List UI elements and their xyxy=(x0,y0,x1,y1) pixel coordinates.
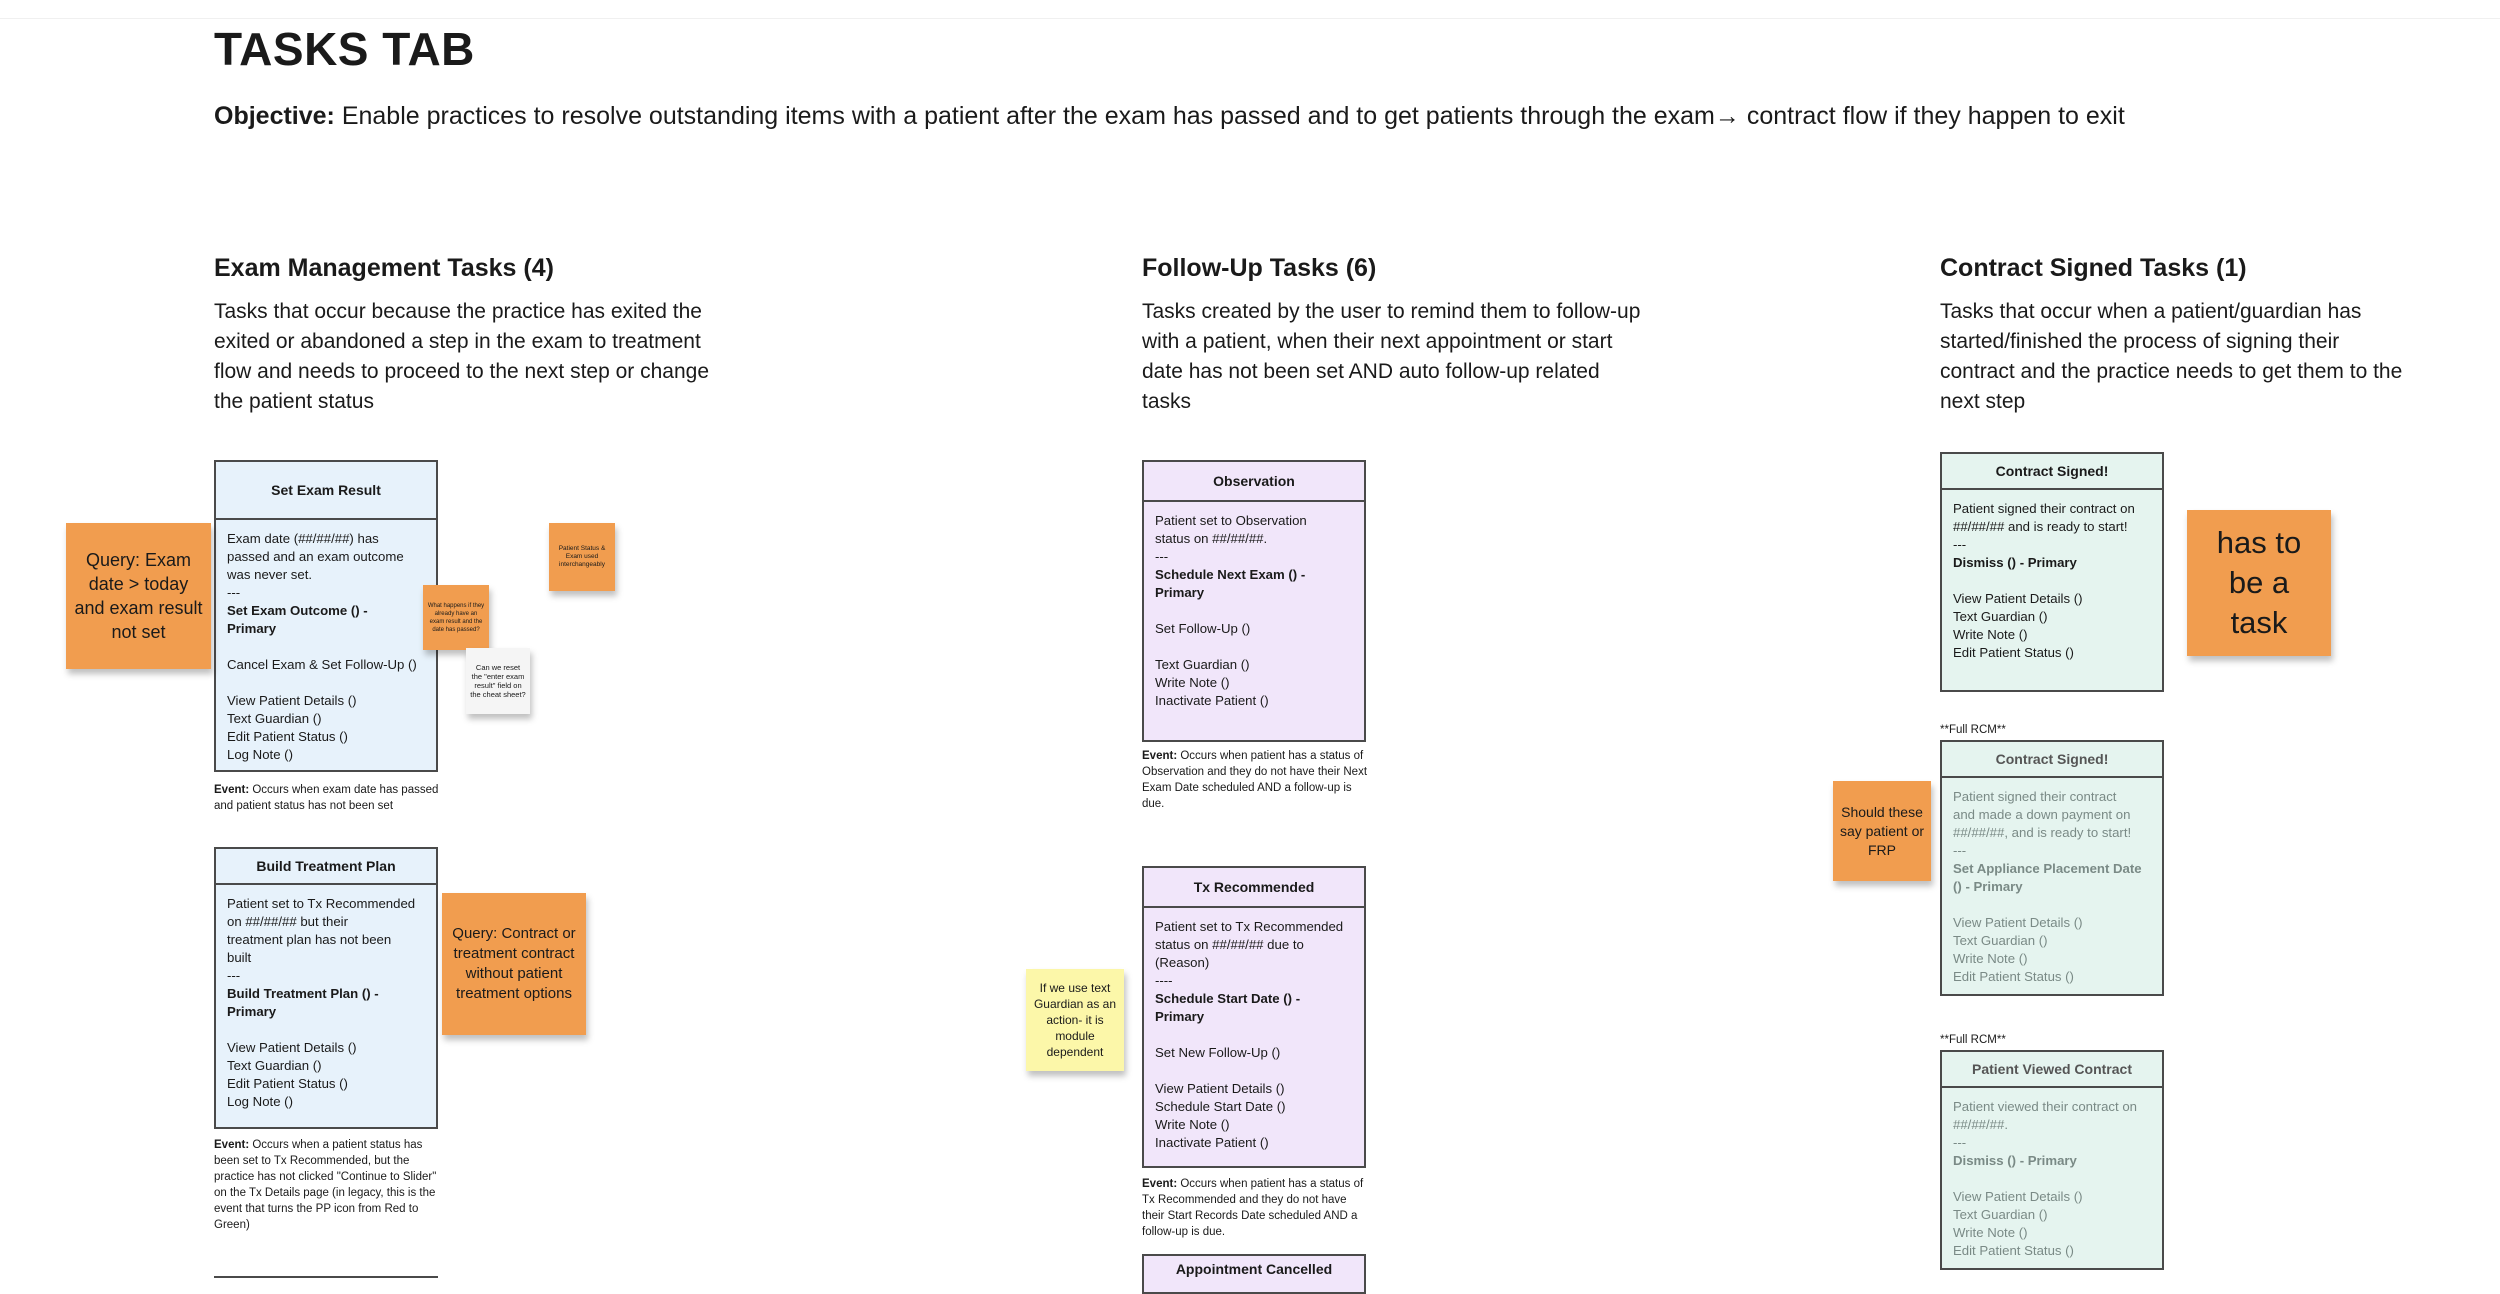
card-line: on ##/##/## but their xyxy=(227,914,348,929)
sticky-note-query-contract[interactable]: Query: Contract or treatment contract without patient treatment options xyxy=(442,893,586,1035)
card-title: Patient Viewed Contract xyxy=(1942,1052,2162,1088)
card-line: Dismiss () - Primary xyxy=(1953,1153,2077,1168)
card-body xyxy=(1144,908,1364,1162)
card-line: Inactivate Patient () xyxy=(1155,693,1269,708)
card-title: Contract Signed! xyxy=(1942,454,2162,490)
card-line xyxy=(1155,638,1353,656)
event-text: Occurs when a patient status has been set to Tx Recommended, but the practice has not clicked "Continue to Slider" on the Tx Details page (in legacy, this is the event that turns the PP icon from Red to Green) xyxy=(214,1139,437,1231)
card-line: Dismiss () - Primary xyxy=(1953,555,2077,570)
exam-column-description: Tasks that occur because the practice has exited the exited or abandoned a step in the exam to treatment flow and needs to proceed to the next step or change the patient status xyxy=(214,300,710,413)
card-line xyxy=(1953,896,2151,914)
card-observation[interactable] xyxy=(1142,460,1366,742)
card-line: Write Note () xyxy=(1155,1117,1230,1132)
card-line xyxy=(227,638,425,656)
card-patient-viewed-contract[interactable] xyxy=(1940,1050,2164,1270)
card-line xyxy=(1155,1026,1353,1044)
card-set-exam-result[interactable] xyxy=(214,460,438,772)
card-line: Patient set to Tx Recommended xyxy=(227,896,416,911)
card-line: and made a down payment on xyxy=(1953,807,2131,822)
top-divider xyxy=(0,18,2500,19)
card-line: Set New Follow-Up () xyxy=(1155,1045,1281,1060)
card-line xyxy=(1155,602,1353,620)
card-title: Set Exam Result xyxy=(216,462,436,520)
sticky-note-patient-status[interactable]: Patient Status & Exam used interchangeably xyxy=(549,523,615,591)
card-line xyxy=(1953,1170,2151,1188)
card-title: Tx Recommended xyxy=(1144,868,1364,908)
card-appointment-cancelled[interactable] xyxy=(1142,1254,1366,1294)
sticky-note-what-happens[interactable]: What happens if they already have an exam result and the date has passed? xyxy=(423,585,489,650)
card-line xyxy=(227,1021,425,1039)
card-line: (Reason) xyxy=(1155,955,1210,970)
card-body xyxy=(1942,490,2162,672)
card-tx-recommended[interactable] xyxy=(1142,866,1366,1168)
card-line: Set Appliance Placement Date xyxy=(1953,861,2142,876)
card-line: Schedule Start Date () - xyxy=(1155,991,1301,1006)
card-line: Primary xyxy=(227,1004,277,1019)
event-label: Event: xyxy=(1142,750,1178,762)
card-line: Write Note () xyxy=(1155,675,1230,690)
card-line: status on ##/##/## due to xyxy=(1155,937,1304,952)
card-line: Text Guardian () xyxy=(1155,657,1250,672)
card-line xyxy=(227,674,425,692)
card-line: Inactivate Patient () xyxy=(1155,1135,1269,1150)
card-line: passed and an exam outcome xyxy=(227,549,404,564)
card-contract-signed-rcm[interactable] xyxy=(1940,740,2164,996)
card-line: Text Guardian () xyxy=(1953,1207,2048,1222)
card-build-treatment-plan[interactable] xyxy=(214,847,438,1129)
card-line: View Patient Details () xyxy=(227,1040,357,1055)
event-note xyxy=(1142,1176,1372,1240)
card-line: Patient viewed their contract on xyxy=(1953,1099,2137,1114)
card-line: --- xyxy=(227,585,241,600)
contract-column-description: Tasks that occur when a patient/guardian has started/finished the process of signing their contract and the practice needs to get them to the next step xyxy=(1940,300,2403,413)
card-line: Primary xyxy=(1155,1009,1205,1024)
card-line: --- xyxy=(1953,843,1967,858)
card-line: was never set. xyxy=(227,567,313,582)
card-line: Patient signed their contract xyxy=(1953,789,2117,804)
card-line: Write Note () xyxy=(1953,627,2028,642)
card-line: View Patient Details () xyxy=(1953,591,2083,606)
next-card-edge xyxy=(214,1276,438,1278)
event-label: Event: xyxy=(214,1139,250,1151)
event-text: Occurs when exam date has passed and patient status has not been set xyxy=(214,784,439,812)
card-line: View Patient Details () xyxy=(1953,1189,2083,1204)
event-note xyxy=(214,782,444,814)
sticky-note-can-we-reset[interactable]: Can we reset the "enter exam result" field on the cheat sheet? xyxy=(466,648,530,714)
card-contract-signed[interactable] xyxy=(1940,452,2164,692)
page-title: TASKS TAB xyxy=(214,23,475,75)
card-line: Edit Patient Status () xyxy=(1953,645,2074,660)
full-rcm-label: **Full RCM** xyxy=(1940,724,2006,736)
followup-column-heading: Follow-Up Tasks (6) xyxy=(1142,254,1377,282)
card-line: --- xyxy=(1953,537,1967,552)
event-text: Occurs when patient has a status of Observation and they do not have their Next Exam Date scheduled AND a follow-up is due. xyxy=(1142,750,1368,810)
sticky-note-query-exam[interactable]: Query: Exam date > today and exam result not set xyxy=(66,523,211,669)
card-line: --- xyxy=(227,968,241,983)
card-line xyxy=(1953,572,2151,590)
followup-column-description: Tasks created by the user to remind them to follow-up with a patient, when their next appointment or start date has not been set AND auto follow-up related tasks xyxy=(1142,300,1641,413)
card-line: View Patient Details () xyxy=(1155,1081,1285,1096)
card-line: Text Guardian () xyxy=(227,1058,322,1073)
contract-column-heading: Contract Signed Tasks (1) xyxy=(1940,254,2247,282)
card-line: status on ##/##/##. xyxy=(1155,531,1268,546)
card-line xyxy=(1155,1062,1353,1080)
card-line: Primary xyxy=(1155,585,1205,600)
card-line: Write Note () xyxy=(1953,1225,2028,1240)
card-line: Patient signed their contract on xyxy=(1953,501,2135,516)
card-line: Edit Patient Status () xyxy=(227,1076,348,1091)
event-note xyxy=(214,1137,444,1233)
card-line: Schedule Start Date () xyxy=(1155,1099,1286,1114)
card-line: Edit Patient Status () xyxy=(1953,969,2074,984)
card-line: Edit Patient Status () xyxy=(227,729,348,744)
card-line: built xyxy=(227,950,252,965)
card-body xyxy=(216,520,436,774)
full-rcm-label: **Full RCM** xyxy=(1940,1034,2006,1046)
card-title: Observation xyxy=(1144,462,1364,502)
card-line: Set Follow-Up () xyxy=(1155,621,1251,636)
card-line: Log Note () xyxy=(227,747,293,762)
card-line: Text Guardian () xyxy=(1953,609,2048,624)
card-body xyxy=(1144,502,1364,720)
event-label: Event: xyxy=(214,784,250,796)
event-label: Event: xyxy=(1142,1178,1178,1190)
card-body xyxy=(216,885,436,1121)
card-line: Text Guardian () xyxy=(227,711,322,726)
event-text: Occurs when patient has a status of Tx Recommended and they do not have their Start Records Date scheduled AND a follow-up is due. xyxy=(1142,1178,1364,1238)
card-line: Edit Patient Status () xyxy=(1953,1243,2074,1258)
card-line: treatment plan has not been xyxy=(227,932,392,947)
card-title: Contract Signed! xyxy=(1942,742,2162,778)
objective-label: Objective: xyxy=(214,102,335,130)
card-line: Cancel Exam & Set Follow-Up () xyxy=(227,657,417,672)
card-body xyxy=(1942,1088,2162,1270)
card-line: Primary xyxy=(227,621,277,636)
card-line: ##/##/##. xyxy=(1953,1117,2008,1132)
objective-text: Enable practices to resolve outstanding items with a patient after the exam has passed and to get patients through the exam→ contract flow if they happen to exit xyxy=(341,102,2125,130)
card-line: Exam date (##/##/##) has xyxy=(227,531,379,546)
card-line: Text Guardian () xyxy=(1953,933,2048,948)
card-title: Appointment Cancelled xyxy=(1175,1261,1333,1277)
card-line: Build Treatment Plan () - xyxy=(227,986,379,1001)
sticky-note-has-to-be-task[interactable]: has to be a task xyxy=(2187,510,2331,656)
card-line: --- xyxy=(1155,549,1169,564)
exam-column-heading: Exam Management Tasks (4) xyxy=(214,254,554,282)
objective xyxy=(214,102,2125,131)
card-line: ---- xyxy=(1155,973,1173,988)
card-line: ##/##/##, and is ready to start! xyxy=(1953,825,2132,840)
card-line: View Patient Details () xyxy=(1953,915,2083,930)
card-line: Write Note () xyxy=(1953,951,2028,966)
card-line: Patient set to Tx Recommended xyxy=(1155,919,1344,934)
card-line: ##/##/## and is ready to start! xyxy=(1953,519,2128,534)
sticky-note-should-these-say[interactable]: Should these say patient or FRP xyxy=(1833,781,1931,881)
sticky-note-text-guardian[interactable]: If we use text Guardian as an action- it is module dependent xyxy=(1026,969,1124,1071)
card-line: --- xyxy=(1953,1135,1967,1150)
card-line: Schedule Next Exam () - xyxy=(1155,567,1306,582)
card-line: Log Note () xyxy=(227,1094,293,1109)
card-line: Set Exam Outcome () - xyxy=(227,603,368,618)
card-title: Build Treatment Plan xyxy=(216,849,436,885)
card-body xyxy=(1942,778,2162,996)
event-note xyxy=(1142,748,1372,812)
card-line: () - Primary xyxy=(1953,879,2023,894)
card-line: View Patient Details () xyxy=(227,693,357,708)
card-line: Patient set to Observation xyxy=(1155,513,1307,528)
